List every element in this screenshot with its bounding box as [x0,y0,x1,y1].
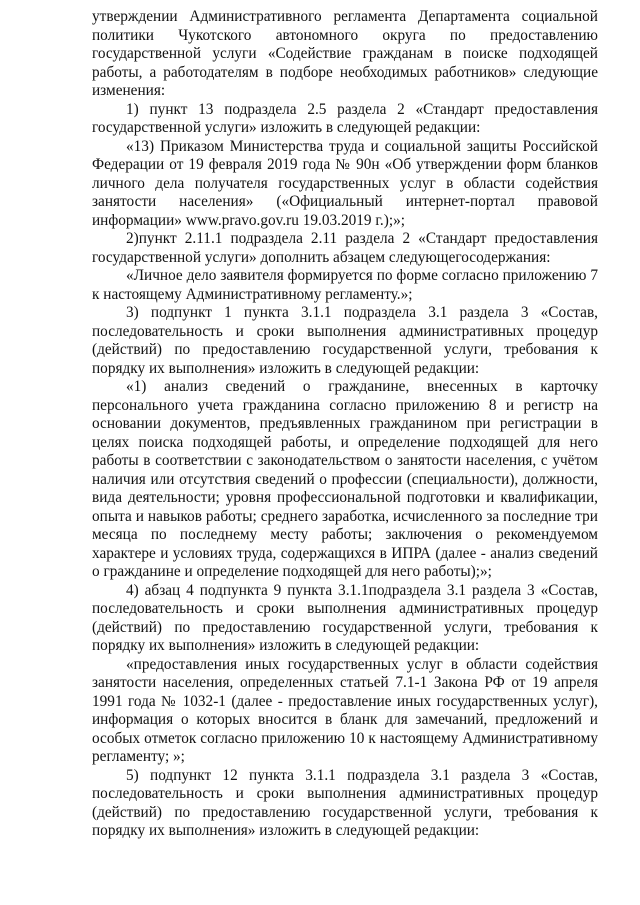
paragraph-item-5: 5) подпункт 12 пункта 3.1.1 подраздела 3.1 раздела 3 «Состав, последовательность и сроки выполнения административных процедур (действий) по предоставлению государственной услуги, требования к порядку их выполнения» изложить в следующей редакции: [92,766,598,839]
paragraph-item-1-text: «13) Приказом Министерства труда и социальной защиты Российской Федерации от 19 февраля 2019 года № 90н «Об утверждении форм бланков личного дела получателя государственных услуг в области содействия занятости населения» («Официальный интернет-портал правовой информации» www.pravo.gov.ru 19.03.2019 г.);»; [92,137,598,229]
paragraph-item-3-text: «1) анализ сведений о гражданине, внесенных в карточку персонального учета гражданина согласно приложению 8 и регистр на основании документов, предъявленных гражданином при регистрации в целях поиска подходящей работы, и определение подходящей для него работы в соответствии с законодательством о занятости населения, с учётом наличия или отсутствия сведений о профессии (специальности), должности, вида деятельности; уровня профессиональной подготовки и квалификации, опыта и навыков работы; среднего заработка, исчисленного за последние три месяца по последнему месту работы; заключения о рекомендуемом характере и условиях труда, содержащихся в ИПРА (далее - анализ сведений о гражданине и определение подходящей для него работы);»; [92,378,598,580]
paragraph-item-4-text: «предоставления иных государственных услуг в области содействия занятости населения, определенных статьей 7.1-1 Закона РФ от 19 апреля 1991 года № 1032-1 (далее - предоставление иных государственных услуг), информация о которых вносится в бланк для замечаний, предложений и особых отметок согласно приложению 10 к настоящему Административному регламенту; »; [92,655,598,765]
paragraph-item-2: 2)пункт 2.11.1 подраздела 2.11 раздела 2 «Стандарт предоставления государственной услуги» дополнить абзацем следующегосодержания: [92,230,598,266]
document-body [92,8,598,841]
paragraph-item-1: 1) пункт 13 подраздела 2.5 раздела 2 «Стандарт предоставления государственной услуги» изложить в следующей редакции: [92,100,598,136]
paragraph-item-2-text: «Личное дело заявителя формируется по форме согласно приложению 7 к настоящему Административному регламенту.»; [92,267,598,303]
paragraph-intro: утверждении Административного регламента Департамента социальной политики Чукотского автономного округа по предоставлению государственной услуги «Содействие гражданам в поиске подходящей работы, а работодателям в подборе необходимых работников» следующие изменения: [92,8,598,99]
paragraph-item-3: 3) подпункт 1 пункта 3.1.1 подраздела 3.1 раздела 3 «Состав, последовательность и сроки выполнения административных процедур (действий) по предоставлению государственной услуги, требования к порядку их выполнения» изложить в следующей редакции: [92,304,598,377]
paragraph-item-4: 4) абзац 4 подпункта 9 пункта 3.1.1подраздела 3.1 раздела 3 «Состав, последовательность и сроки выполнения административных процедур (действий) по предоставлению государственной услуги, требования к порядку их выполнения» изложить в следующей редакции: [92,581,598,654]
